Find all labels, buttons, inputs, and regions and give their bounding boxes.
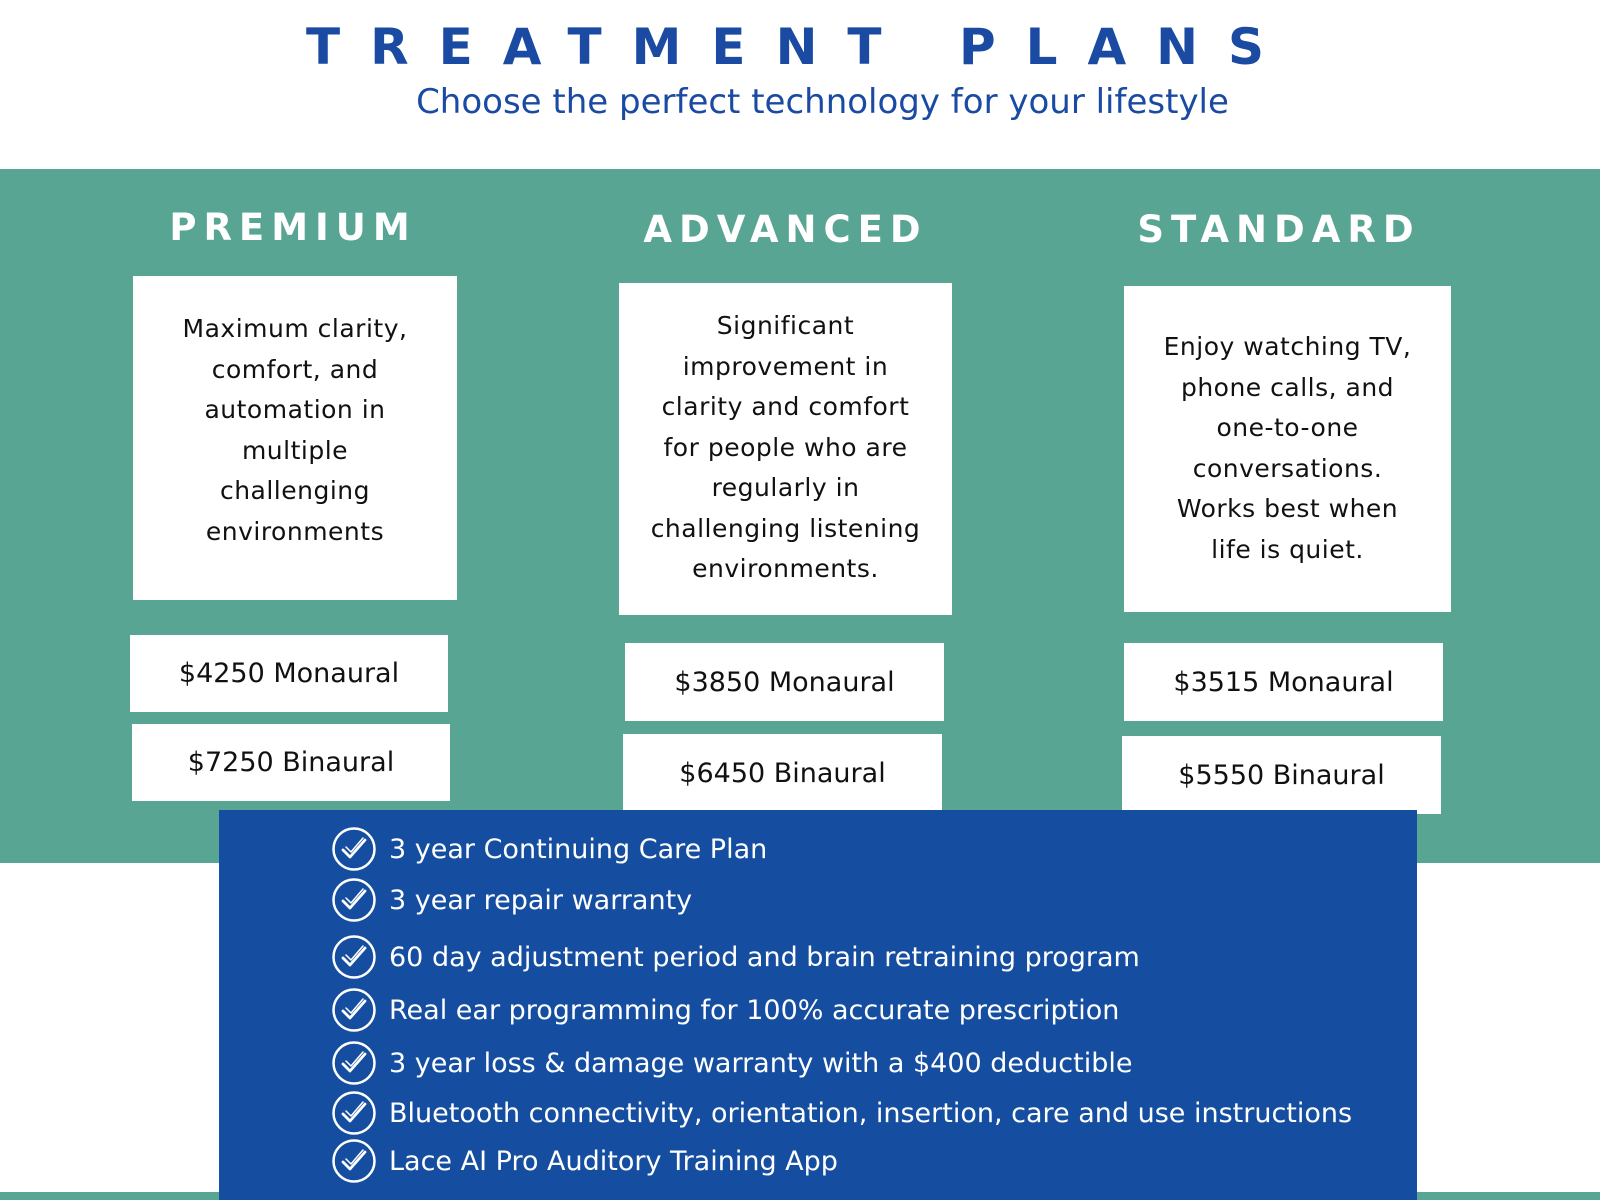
check-circle-icon (331, 877, 377, 923)
feature-item (331, 877, 692, 923)
feature-item (331, 987, 1119, 1033)
price-binaural-standard: $5550 Binaural (1122, 736, 1441, 814)
feature-label: Bluetooth connectivity, orientation, insertion, care and use instructions (389, 1097, 1353, 1129)
page-subtitle: Choose the perfect technology for your lifestyle (416, 82, 1229, 122)
tier-description-premium (133, 276, 457, 600)
price-monaural-standard: $3515 Monaural (1124, 643, 1443, 721)
description-line: clarity and comfort (661, 392, 910, 421)
description-line: environments. (692, 554, 879, 583)
description-line: comfort, and (211, 354, 379, 384)
tier-name-premium: PREMIUM (169, 206, 417, 249)
description-line: Works best when (1176, 494, 1399, 523)
feature-item (331, 1090, 1352, 1136)
tier-description-advanced (619, 283, 952, 615)
price-binaural-premium: $7250 Binaural (132, 724, 450, 801)
feature-item (331, 1040, 1132, 1086)
feature-item (331, 934, 1140, 980)
description-line: multiple (241, 435, 349, 465)
tier-name-standard: STANDARD (1137, 208, 1421, 251)
tier-description-standard (1124, 286, 1451, 612)
page-title: TREATMENT PLANS (305, 18, 1294, 76)
description-line: conversations. (1192, 453, 1383, 483)
check-circle-icon (331, 987, 377, 1033)
description-line: Enjoy watching TV, (1163, 332, 1412, 361)
description-line: Significant (716, 311, 855, 340)
description-line: environments (205, 516, 385, 546)
check-circle-icon (331, 826, 377, 872)
description-line: one-to-one (1216, 413, 1359, 442)
price-binaural-advanced: $6450 Binaural (623, 734, 942, 812)
check-circle-icon (331, 1090, 377, 1136)
feature-item (331, 826, 767, 872)
description-line: challenging listening (650, 513, 921, 543)
feature-label: 3 year repair warranty (389, 884, 693, 916)
check-circle-icon (331, 934, 377, 980)
feature-label: 3 year Continuing Care Plan (389, 833, 768, 865)
description-line: improvement in (682, 351, 889, 381)
description-line: Maximum clarity, (182, 314, 408, 343)
feature-label: Lace AI Pro Auditory Training App (389, 1145, 838, 1177)
description-line: phone calls, and (1180, 372, 1395, 402)
feature-label: 3 year loss & damage warranty with a $400 deductible (389, 1047, 1133, 1079)
description-line: life is quiet. (1211, 534, 1364, 564)
included-features-panel (219, 810, 1417, 1200)
check-circle-icon (331, 1138, 377, 1184)
price-monaural-advanced: $3850 Monaural (625, 643, 944, 721)
feature-item (331, 1138, 838, 1184)
feature-label: 60 day adjustment period and brain retraining program (389, 941, 1140, 973)
check-circle-icon (331, 1040, 377, 1086)
description-line: for people who are (663, 432, 908, 462)
description-line: automation in (204, 395, 386, 424)
feature-label: Real ear programming for 100% accurate prescription (389, 994, 1120, 1026)
tier-name-advanced: ADVANCED (643, 208, 928, 251)
description-line: challenging (219, 476, 371, 505)
price-monaural-premium: $4250 Monaural (130, 635, 448, 712)
description-line: regularly in (711, 473, 860, 502)
